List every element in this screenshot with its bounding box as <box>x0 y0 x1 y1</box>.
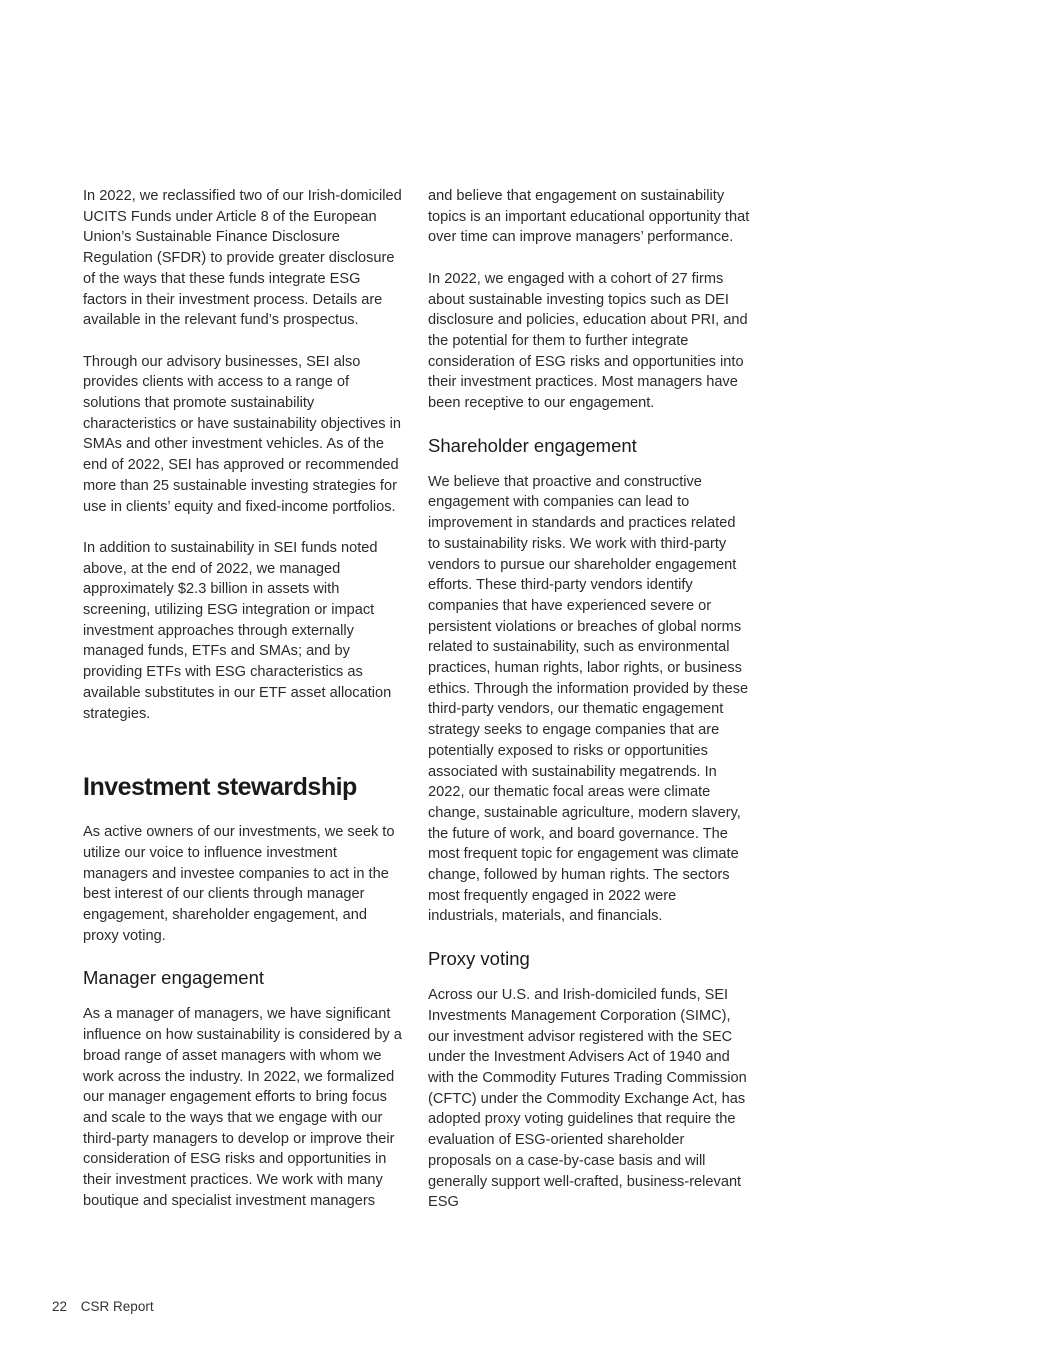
assets-paragraph: In addition to sustainability in SEI funds noted above, at the end of 2022, we managed approximately $2.3 billion in assets with screening, utilizing ESG integration or impact investment approaches through externally managed funds, ETFs and SMAs; and by providing ETFs with ESG characteristics as available substitutes in our ETF asset allocation strategies. <box>83 539 392 722</box>
left-column <box>83 186 405 1212</box>
advisory-paragraph: Through our advisory businesses, SEI also provides clients with access to a range of solutions that promote sustainability characteristics or have sustainability objectives in SMAs and other investment vehicles. As of the end of 2022, SEI has approved or recommended more than 25 sustainable investing strategies for use in clients’ equity and fixed-income portfolios. <box>83 353 401 515</box>
manager-engagement-paragraph: As a manager of managers, we have significant influence on how sustainability is considered by a broad range of asset managers with whom we work across the industry. In 2022, we formalized our manager engagement efforts to bring focus and scale to the ways that we engage with our third-party managers to develop or improve their consideration of ESG risks and opportunities in their investment practices. We work with many boutique and specialist investment managers <box>83 1006 402 1209</box>
stewardship-intro-paragraph: As active owners of our investments, we seek to utilize our voice to influence investment managers and investee companies to act in the best interest of our clients through manager engagement, shareholder engagement, and proxy voting. <box>83 824 395 944</box>
proxy-voting-paragraph: Across our U.S. and Irish-domiciled funds, SEI Investments Management Corporation (SIMC), our investment advisor registered with the SEC under the Investment Advisers Act of 1940 and with the Commodity Futures Trading Commission (CFTC) under the Commodity Exchange Act, has adopted proxy voting guidelines that require the evaluation of ESG-oriented shareholder proposals on a case-by-case basis and will generally support well-crafted, business-relevant ESG <box>428 987 747 1211</box>
shareholder-engagement-paragraph: We believe that proactive and constructive engagement with companies can lead to improvement in standards and practices related to sustainability risks. We work with third-party vendors to pursue our shareholder engagement efforts. These third-party vendors identify companies that have experienced severe or persistent violations or breaches of global norms related to sustainability, such as environmental practices, human rights, labor rights, or business ethics. Through the information provided by these third-party vendors, our thematic engagement strategy seeks to engage companies that are potentially exposed to risks or opportunities associated with sustainability megatrends. In 2022, our thematic focal areas were climate change, sustainable agriculture, modern slavery, the future of work, and board governance. The most frequent topic for engagement was climate change, followed by human rights. The sectors most frequently engaged in 2022 were industrials, materials, and financials. <box>428 473 749 925</box>
proxy-voting-heading: Proxy voting <box>428 948 530 970</box>
right-column <box>428 186 750 1213</box>
manager-engagement-heading: Manager engagement <box>83 967 265 989</box>
page-footer <box>52 1299 164 1314</box>
shareholder-engagement-heading: Shareholder engagement <box>428 434 637 456</box>
sfdr-paragraph: In 2022, we reclassified two of our Irish-domiciled UCITS Funds under Article 8 of the European Union’s Sustainable Finance Disclosure Regulation (SFDR) to provide greater disclosure of the ways that these funds integrate ESG factors in their investment process. Details are available in the relevant fund’s prospectus. <box>83 188 402 329</box>
engagement-continued-paragraph: and believe that engagement on sustainability topics is an important educational opportunity that over time can improve managers’ performance. <box>428 188 750 246</box>
section-heading: Investment stewardship <box>83 773 357 802</box>
cohort-paragraph: In 2022, we engaged with a cohort of 27 firms about sustainable investing topics such as DEI disclosure and policies, education about PRI, and the potential for them to further integrate consideration of ESG risks and opportunities into their investment practices. Most managers have been receptive to our engagement. <box>428 270 748 412</box>
page-number: 22 <box>52 1299 68 1314</box>
report-label: CSR Report <box>80 1299 154 1314</box>
